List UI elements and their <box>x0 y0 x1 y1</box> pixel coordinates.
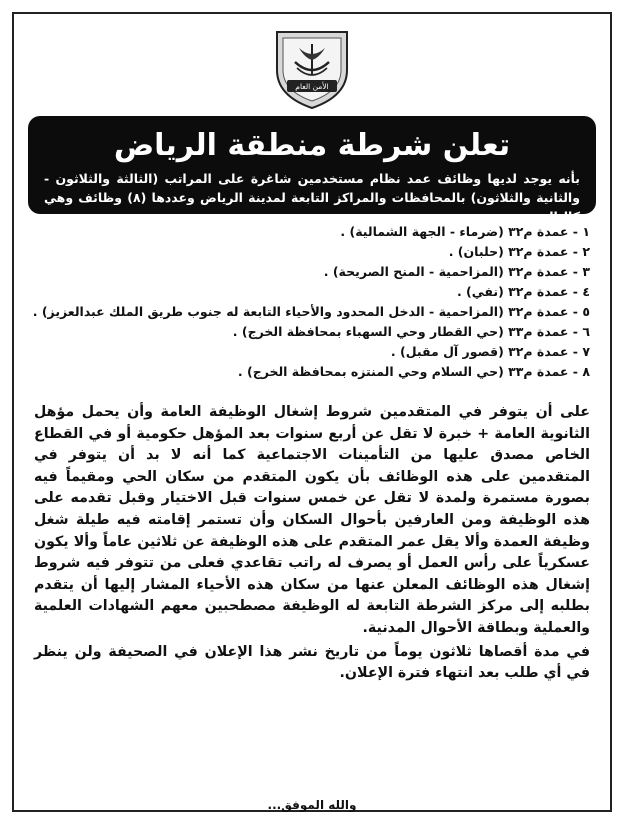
deadline-paragraph: في مدة أقصاها ثلاثون يوماً من تاريخ نشر هذا الإعلان في الصحيفة ولن ينظر في أي طلب بعد انتهاء فترة الإعلان. <box>34 643 590 682</box>
list-item: ٣ - عمدة م٣٢ (المزاحمية - المنح الصريحة) . <box>323 264 590 279</box>
list-item: ٦ - عمدة م٣٣ (حي القطار وحي السهباء بمحافظة الخرج) . <box>232 324 590 339</box>
conditions-paragraph: على أن يتوفر في المتقدمين شروط إشغال الوظيفة العامة وأن يحمل مؤهل الثانوية العامة + خبرة لا تقل عن أربع سنوات بعد المؤهل حكومية أو في القطاع الخاص مصدق عليها من التأمينات الاجتماعية كما أنه لا بد أن يتوفر في المتقدمين على هذه الوظائف بأن يكون المتقدم من سكان الحي ومقيماً فيه بصورة مستمرة ولمدة لا تقل عن خمس سنوات قبل الاختيار وقبل تقدمه على هذه الوظيفة ومن العارفين بأحوال السكان وأن تستمر إقامته فيه طيلة شغل وظيفة العمدة وألا يقل عمر المتقدم على هذه الوظيفة عن ثلاثين عاماً وألا يكون عسكرياً على رأس العمل أو يصرف له راتب تقاعدي فعلى من تتوفر فيه شروط إشغال هذه الوظائف المعلن عنها من سكان هذه الأحياء المشار إليها أن يتقدم بطلبه إلى مركز الشرطة التابعة له الوظيفة مصطحبين معهم الشهادات العلمية والعملية وبطاقة الأحوال المدنية. <box>34 404 590 636</box>
list-item: ١ - عمدة م٣٢ (ضرماء - الجهة الشمالية) . <box>340 224 590 239</box>
list-item: ٨ - عمدة م٣٣ (حي السلام وحي المنتزه بمحافظة الخرج) . <box>237 364 590 379</box>
list-item: ٤ - عمدة م٣٢ (نفي) . <box>456 284 590 299</box>
announcement-title: تعلن شرطة منطقة الرياض <box>113 128 511 163</box>
positions-list <box>34 222 590 382</box>
closing-text: والله الموفق... <box>267 798 357 812</box>
title-banner <box>28 116 596 224</box>
list-item: ٥ - عمدة م٣٢ (المزاحمية - الدخل المحدود والأحياء التابعة له جنوب طريق الملك عبدالعزيز) . <box>32 304 590 319</box>
public-security-emblem <box>269 26 355 112</box>
announcement-frame <box>12 12 612 812</box>
announcement-intro: بأنه يوجد لديها وظائف عمد نظام مستخدمين شاغرة على المراتب (الثالثة والثلاثون - والثانية والثلاثون) بالمحافظات والمراكز التابعة لمدينة الرياض وعددها (٨) وظائف وهي كالتالي: <box>44 171 580 224</box>
list-item: ٢ - عمدة م٣٢ (حلبان) . <box>448 244 590 259</box>
emblem-caption: الأمن العام <box>295 82 329 91</box>
announcement-body <box>34 402 590 687</box>
list-item: ٧ - عمدة م٣٢ (قصور آل مقبل) . <box>390 344 590 359</box>
